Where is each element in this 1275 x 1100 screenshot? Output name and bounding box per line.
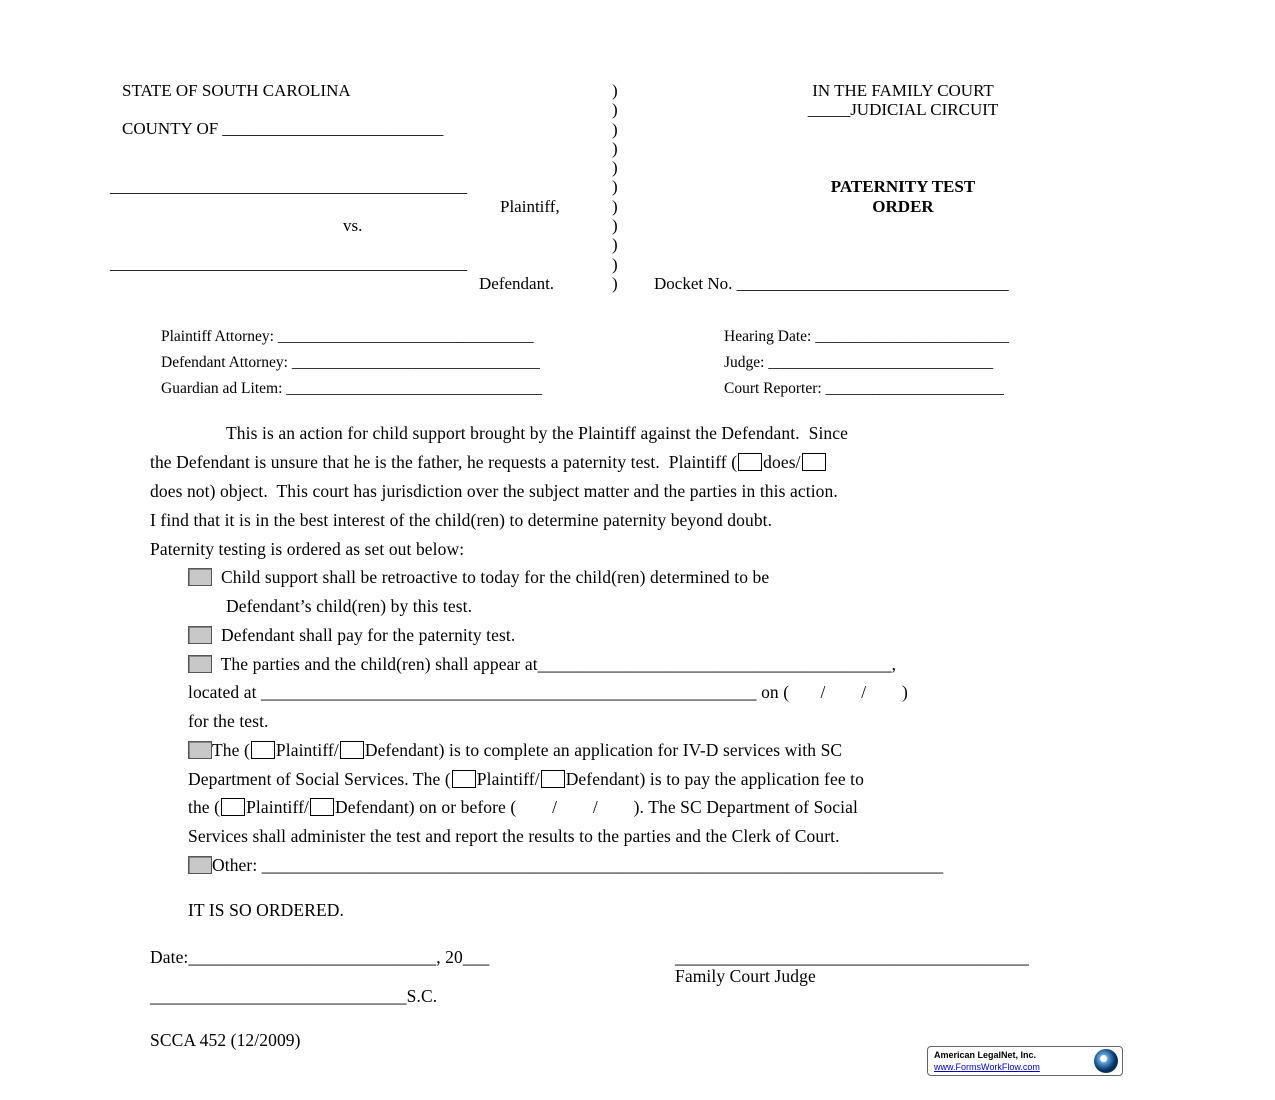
option-text-continued: Defendant’s child(ren) by this test. xyxy=(226,596,473,616)
caption-paren: ) xyxy=(612,81,618,100)
option-fee-line xyxy=(188,769,864,790)
defendant-apply-checkbox[interactable] xyxy=(340,741,364,759)
legalnet-logo[interactable] xyxy=(927,1046,1123,1076)
globe-icon xyxy=(1094,1049,1118,1073)
caption-paren: ) xyxy=(612,139,618,158)
plaintiff-fee-checkbox[interactable] xyxy=(452,770,476,788)
option-appear xyxy=(188,654,896,675)
option-text: Child support shall be retroactive to today for the child(ren) determined to be xyxy=(220,567,770,587)
caption-paren: ) xyxy=(612,120,618,139)
body-line: I find that it is in the best interest of the child(ren) to determine paternity beyond doubt. xyxy=(150,510,773,530)
body-line: This is an action for child support brought by the Plaintiff against the Defendant. Since xyxy=(226,423,849,443)
docket-number-field: Docket No. ________________________________ xyxy=(654,274,1009,293)
does-label: does/ xyxy=(763,452,801,472)
caption-paren: ) xyxy=(612,255,618,274)
option-text-continued: Services shall administer the test and report the results to the parties and the Clerk of Court. xyxy=(188,826,840,846)
court-heading: IN THE FAMILY COURT xyxy=(812,81,994,100)
plaintiff-label: Plaintiff/ xyxy=(275,740,339,760)
defendant-recipient-checkbox[interactable] xyxy=(310,798,334,816)
option-text: Defendant) is to pay the application fee to xyxy=(565,769,864,789)
body-line: Paternity testing is ordered as set out below: xyxy=(150,539,465,559)
option-other xyxy=(188,855,943,876)
option-text-continued: for the test. xyxy=(188,711,269,731)
option-retroactive xyxy=(188,567,769,588)
hearing-date-field: Hearing Date: _________________________ xyxy=(724,328,1009,345)
option-text: The parties and the child(ren) shall appear at________________________________________, xyxy=(220,654,897,674)
option-text: Defendant) on or before ( / / ). The SC Department of Social xyxy=(335,797,858,817)
plaintiff-label: Plaintiff/ xyxy=(476,769,540,789)
caption-paren: ) xyxy=(612,158,618,177)
caption-paren: ) xyxy=(612,197,618,216)
option-text: Defendant shall pay for the paternity test. xyxy=(220,625,516,645)
guardian-ad-litem-field: Guardian ad Litem: _________________________________ xyxy=(161,380,542,397)
plaintiff-label: Plaintiff, xyxy=(500,197,560,216)
location-field: located at ________________________________________________________ on ( / / ) xyxy=(188,682,908,702)
plaintiff-attorney-field: Plaintiff Attorney: _________________________________ xyxy=(161,328,534,345)
plaintiff-name-line: __________________________________________ xyxy=(110,177,467,196)
other-checkbox[interactable] xyxy=(188,856,212,874)
so-ordered: IT IS SO ORDERED. xyxy=(188,900,344,920)
date-field: Date:____________________________, 20___ xyxy=(150,947,490,967)
judge-signature-label: Family Court Judge xyxy=(675,966,816,986)
option-defendant-pays xyxy=(188,625,515,646)
judicial-circuit-field: _____JUDICIAL CIRCUIT xyxy=(807,100,999,119)
place-field: _____________________________S.C. xyxy=(150,986,438,1006)
logo-company: American LegalNet, Inc. xyxy=(934,1050,1037,1060)
caption-paren: ) xyxy=(612,177,618,196)
option-text: Defendant) is to complete an application for IV-D services with SC xyxy=(364,740,843,760)
option-text: The ( xyxy=(212,740,250,760)
other-field: Other: _____________________________________________________________________________ xyxy=(212,855,944,875)
retroactive-checkbox[interactable] xyxy=(188,568,212,586)
body-line xyxy=(150,452,827,473)
caption-paren: ) xyxy=(612,216,618,235)
judge-field: Judge: _____________________________ xyxy=(724,354,994,371)
defendant-pays-checkbox[interactable] xyxy=(188,626,212,644)
does-checkbox[interactable] xyxy=(738,453,762,471)
vs-label: vs. xyxy=(343,216,363,235)
defendant-attorney-field: Defendant Attorney: ________________________________ xyxy=(161,354,540,371)
caption-paren: ) xyxy=(612,274,618,293)
option-text: the ( xyxy=(188,797,221,817)
iv-d-checkbox[interactable] xyxy=(188,741,212,759)
caption-paren: ) xyxy=(612,235,618,254)
document-title-order: ORDER xyxy=(872,197,934,216)
body-line: does not) object. This court has jurisdiction over the subject matter and the parties in this action. xyxy=(150,481,838,501)
option-fee-recipient-line xyxy=(188,797,858,818)
logo-url[interactable]: www.FormsWorkFlow.com xyxy=(934,1062,1040,1072)
plaintiff-label: Plaintiff/ xyxy=(246,797,309,817)
court-reporter-field: Court Reporter: _______________________ xyxy=(724,380,1004,397)
defendant-name-line: __________________________________________ xyxy=(110,254,467,273)
does-not-checkbox[interactable] xyxy=(802,453,826,471)
form-id: SCCA 452 (12/2009) xyxy=(150,1030,301,1050)
plaintiff-recipient-checkbox[interactable] xyxy=(221,798,245,816)
document-title: PATERNITY TEST xyxy=(830,177,976,196)
body-text: the Defendant is unsure that he is the father, he requests a paternity test. Plaintiff ( xyxy=(150,452,738,472)
defendant-label: Defendant. xyxy=(479,274,555,293)
plaintiff-apply-checkbox[interactable] xyxy=(251,741,275,759)
state-heading: STATE OF SOUTH CAROLINA xyxy=(122,81,351,100)
appear-checkbox[interactable] xyxy=(188,655,212,673)
defendant-fee-checkbox[interactable] xyxy=(541,770,565,788)
county-field: COUNTY OF __________________________ xyxy=(122,119,444,138)
option-iv-d-application xyxy=(188,740,842,761)
judge-signature-line: ________________________________________ xyxy=(675,947,1029,967)
caption-paren: ) xyxy=(612,100,618,119)
option-text: Department of Social Services. The ( xyxy=(188,769,451,789)
